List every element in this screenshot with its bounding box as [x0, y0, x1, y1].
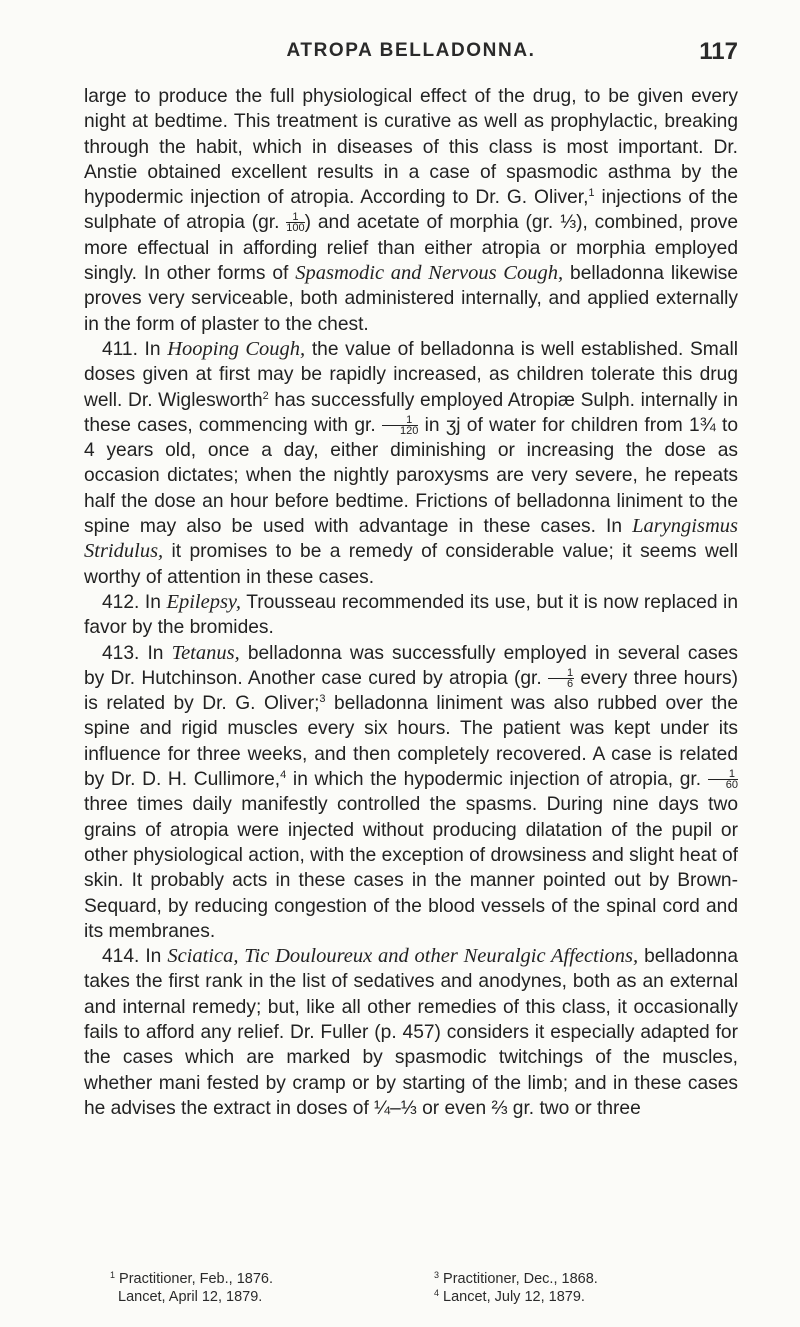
fraction-numerator: 1: [548, 668, 574, 679]
paragraph-412: [84, 590, 738, 641]
footnote-ref: 3: [319, 693, 326, 706]
text-run: ) and acetate of morphia (gr. ⅓), combined, prove more effectual in affording relief than either atropia or morphia employed singly. In other forms of: [84, 212, 738, 285]
text-run: belladonna likewise proves very serviceable, both administered internally, and applied externally in the form of plaster to the chest.: [84, 263, 739, 335]
fraction: [286, 212, 304, 233]
text-run: belladonna liniment was also rubbed over the spine and rigid muscles every six hours. The patient was kept under its influence for three weeks, and then completely recovered. A case is related by Dr. D. H. Cullimore,: [84, 693, 738, 791]
fraction: [548, 668, 574, 689]
text-run: 414. In: [102, 946, 168, 968]
text-run: injections of the sulphate of atropia (gr.: [84, 187, 738, 234]
paragraph-continuation: [84, 84, 738, 337]
paragraph-414: [84, 944, 738, 1121]
footnote-4: $^4$ Lancet, July 12, 1879.: [434, 1288, 585, 1305]
text-run: every three hours) is related by Dr. G. Oliver;: [84, 667, 738, 715]
italic-term: Spasmodic and Nervous Cough,: [295, 262, 564, 285]
text-run: 411. In: [102, 338, 168, 360]
italic-term: Laryngismus Stridulus,: [84, 515, 738, 563]
text-run: the value of belladonna is well established. Small doses given at first may be rapidly increased, as children tolerate this drug well. Dr. Wiglesworth: [84, 338, 738, 411]
text-run: three times daily manifestly controlled the spasms. During nine days two grains of atropia were injected without producing dilatation of the pupil or other physiological action, with the exception of drowsiness and slight heat of skin. It probably acts in these cases in the manner pointed out by Brown-Sequard, by reducing congestion of the blood vessels of the spinal cord and its membranes.: [84, 794, 738, 942]
footnote-2: Lancet, April 12, 1879.: [118, 1289, 263, 1305]
running-title: ATROPA BELLADONNA.: [286, 40, 536, 61]
fraction-denominator: 60: [725, 779, 739, 792]
fraction-denominator: 120: [399, 424, 419, 437]
page-number: 117: [699, 38, 738, 65]
footnote-ref: 2: [262, 389, 269, 402]
text-run: belladonna was successfully employed in several cases by Dr. Hutchinson. Another case cured by atropia (gr.: [84, 642, 739, 689]
italic-term: Hooping Cough,: [167, 337, 306, 360]
footnote-1: $^1$ Practitioner, Feb., 1876.: [110, 1270, 273, 1287]
text-run: Trousseau recommended its use, but it is now replaced in favor by the bromides.: [84, 591, 738, 639]
paragraph-413: [84, 641, 738, 945]
footnote-column-right: [434, 1270, 738, 1306]
footnote-3: $^3$ Practitioner, Dec., 1868.: [434, 1270, 598, 1287]
page-header: [84, 40, 738, 70]
fraction: [382, 415, 418, 436]
text-run: large to produce the full physiological effect of the drug, to be given every night at bedtime. This treatment is curative as well as prophylactic, breaking through the habit, which in diseases of this class is most important. Dr. Anstie obtained excellent results in a case of spasmodic asthma by the hypodermic injection of atropia. According to Dr. G. Oliver,: [84, 86, 738, 209]
fraction: [708, 769, 738, 790]
body-text: [84, 84, 738, 1121]
text-run: in ʒj of water for children from 1¾ to 4 years old, once a day, either diminishing or increasing the dose as occasion dictates; when the nightly paroxysms are very severe, he repeats half the dose an hour before bedtime. Frictions of belladonna liniment to the spine may also be used with advantage in these cases. In: [84, 414, 738, 538]
italic-term: Sciatica, Tic Douloureux and other Neuralgic Affections,: [167, 945, 639, 968]
footnote-column-left: [110, 1270, 414, 1306]
footnotes: [110, 1270, 738, 1306]
text-run: 413. In: [102, 642, 172, 664]
text-run: it promises to be a remedy of considerable value; it seems well worthy of attention in these cases.: [84, 541, 738, 588]
fraction-denominator: 100: [286, 222, 305, 235]
text-run: belladonna takes the first rank in the list of sedatives and anodynes, both as an external and internal remedy; but, like all other remedies of this class, it occasionally fails to afford any relief. Dr. Fuller (p. 457) considers it especially adapted for the cases which are marked by spasmodic twitchings of the muscles, whether mani fested by cramp or by starting of the limb; and in these cases he advises the extract in doses of ¼–⅓ or even ⅔ gr. two or three: [84, 946, 738, 1119]
fraction-numerator: 1: [708, 769, 738, 780]
fraction-numerator: 1: [382, 415, 418, 426]
footnote-ref: 4: [280, 769, 287, 782]
fraction-numerator: 1: [286, 212, 304, 223]
footnote-ref: 1: [588, 187, 595, 200]
fraction-denominator: 6: [566, 677, 574, 690]
italic-term: Epilepsy,: [166, 590, 242, 613]
italic-term: Tetanus,: [171, 641, 240, 664]
text-run: 412. In: [102, 591, 167, 613]
paragraph-411: [84, 337, 738, 590]
text-run: in which the hypodermic injection of atropia, gr.: [286, 769, 708, 791]
text-run: has successfully employed Atropiæ Sulph. internally in these cases, commencing with gr.: [84, 389, 738, 436]
